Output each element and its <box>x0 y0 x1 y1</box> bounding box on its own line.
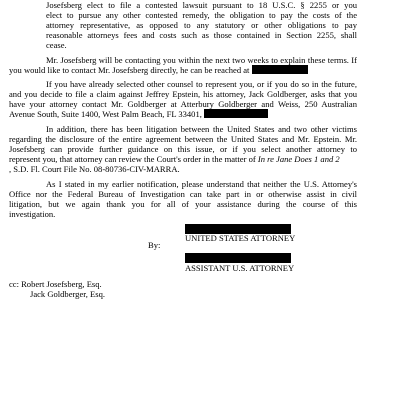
paragraph-1-line: reasonable attorneys fees and costs such as those contained in Section 2255, shall <box>46 30 357 40</box>
paragraph-5-line: As I stated in my earlier notification, please understand that neither the U.S. Attorney's <box>46 179 357 189</box>
cc-line: Jack Goldberger, Esq. <box>30 289 105 299</box>
paragraph-3-line: and you decide to file a claim against Jeffrey Epstein, his attorney, Jack Goldberger, asks that you <box>9 89 357 99</box>
paragraph-5-line: investigation. <box>9 209 56 219</box>
paragraph-1-line: elect to pursue any other contested remedy, the obligation to pay the costs of the <box>46 10 357 20</box>
paragraph-1-line: Josefsberg elect to file a contested lawsuit pursuant to 18 U.S.C. § 2255 or you <box>46 0 357 10</box>
paragraph-3-text: Avenue South, Suite 1400, West Palm Beach, FL 33401, <box>9 109 202 119</box>
paragraph-4-line: In addition, there has been litigation between the United States and two other victims <box>46 124 357 134</box>
paragraph-3-line: If you have already selected other counsel to represent you, or if you do so in the future, <box>46 79 357 89</box>
signature-subtitle: ASSISTANT U.S. ATTORNEY <box>185 263 295 273</box>
paragraph-2-line <box>9 65 308 75</box>
redaction-box <box>185 253 291 263</box>
signature-title: UNITED STATES ATTORNEY <box>185 233 296 243</box>
paragraph-1-line: cease. <box>46 40 67 50</box>
redaction-box <box>204 109 268 118</box>
paragraph-4-line: Josefsberg can provide further guidance on this issue, or if you select another attorney to <box>9 144 357 154</box>
paragraph-5-line: litigation, but we again thank you for all of your assistance during the course of this <box>9 199 357 209</box>
paragraph-3-line: have your attorney contact Mr. Goldberger at Atterbury Goldberger and Weiss, 250 Australian <box>9 99 357 109</box>
paragraph-4-line: , S.D. Fl. Court File No. 08-80736-CIV-MARRA. <box>9 164 180 174</box>
paragraph-4-text: represent you, that attorney can review the Court's order in the matter of <box>9 154 258 164</box>
paragraph-4-line <box>9 154 340 164</box>
signature-by-label: By: <box>148 240 161 250</box>
paragraph-2-line: Mr. Josefsberg will be contacting you within the next two weeks to explain these terms. If <box>46 55 357 65</box>
cc-line: cc: Robert Josefsberg, Esq. <box>9 279 102 289</box>
paragraph-4-line: regarding the disclosure of the entire agreement between the United States and Mr. Epstein. Mr. <box>9 134 357 144</box>
case-name: In re Jane Does 1 and 2 <box>257 154 340 164</box>
redaction-box <box>252 65 308 74</box>
paragraph-2-text: you would like to contact Mr. Josefsberg directly, he can be reached at <box>9 65 250 75</box>
paragraph-5-line: Office nor the Federal Bureau of Investigation can take part in or otherwise assist in civil <box>9 189 357 199</box>
paragraph-3-line <box>9 109 268 119</box>
paragraph-1-line: attorney representative, as opposed to any statutory or other obligations to pay <box>46 20 357 30</box>
